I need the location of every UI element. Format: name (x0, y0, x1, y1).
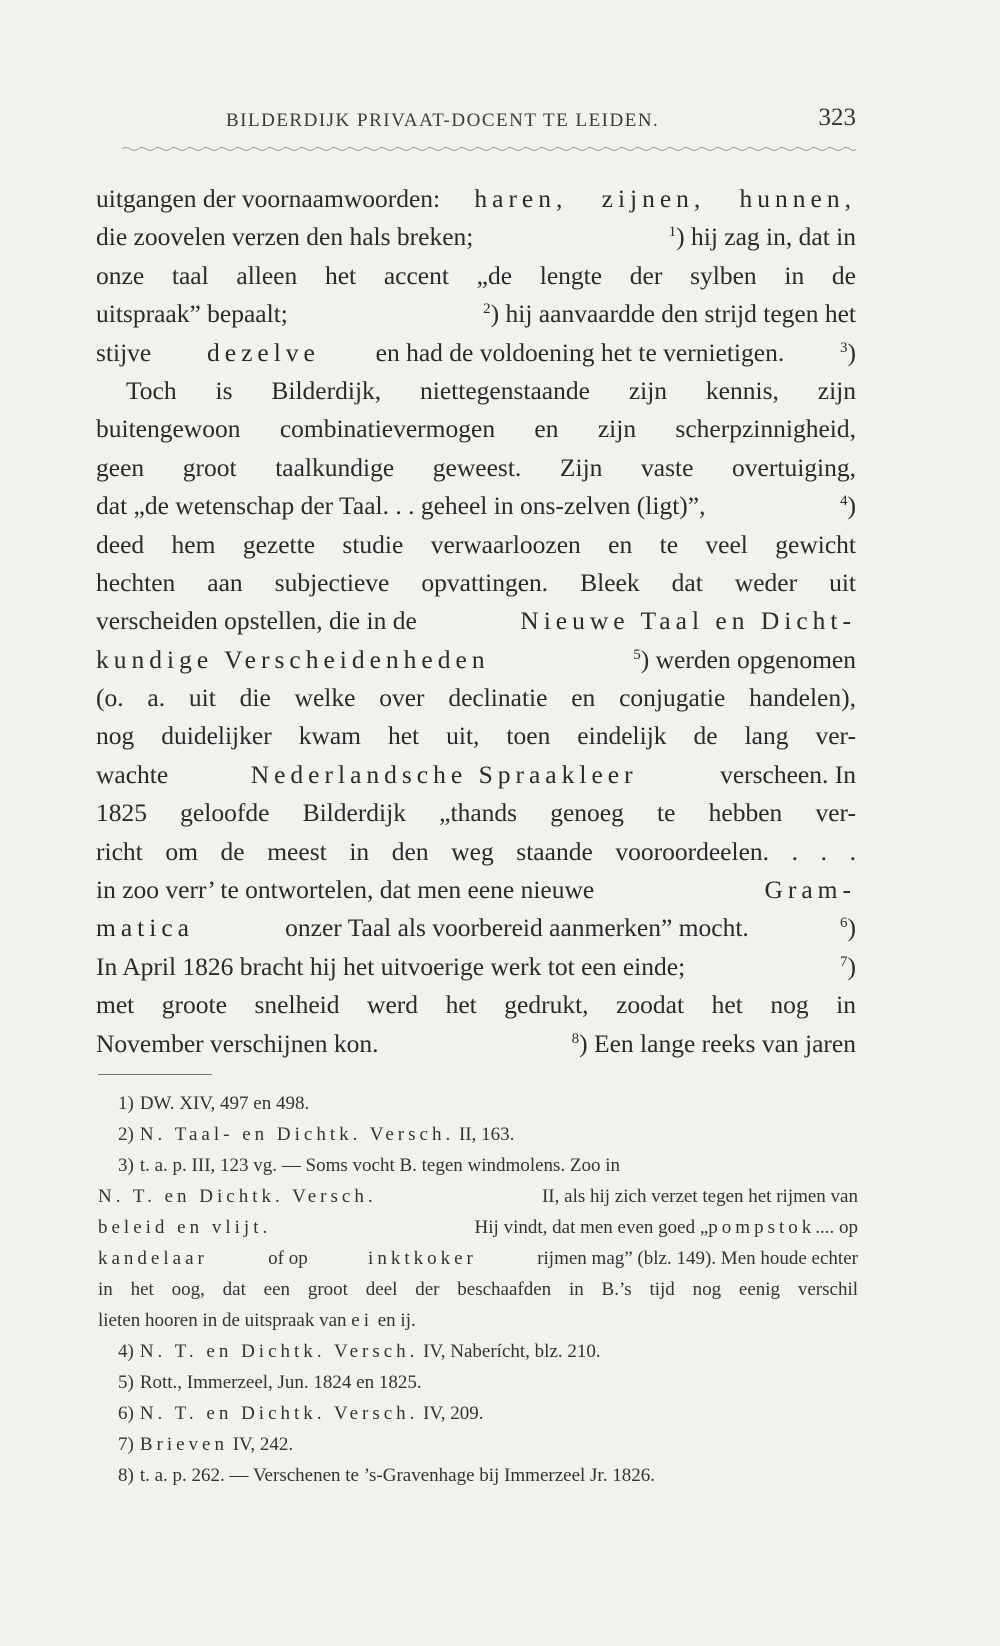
text-segment (840, 334, 856, 372)
text-segment: wachte (96, 759, 169, 789)
text-segment: dat „de wetenschap der Taal. . . geheel in ons-zelven (ligt)”, (96, 491, 706, 521)
text-segment: die zoovelen verzen den hals breken; (96, 222, 474, 252)
text-line (96, 794, 856, 832)
footnote-ref: 7 (840, 953, 848, 970)
spaced-text: N. Taal- en Dichtk. Versch. (139, 1124, 455, 1145)
spaced-text: zijnen, (601, 184, 706, 213)
footnote-text: II, 163. (458, 1124, 515, 1145)
footnote-4 (98, 1336, 858, 1367)
footnote-ref: 8 (571, 1030, 580, 1047)
footnote-text: IV, Naberícht, blz. 210. (423, 1341, 601, 1362)
spaced-text: beleid en vlijt. (98, 1217, 272, 1238)
text-line (96, 526, 856, 564)
text-line (96, 218, 856, 256)
text-line (96, 449, 856, 487)
footnote-3-line (98, 1212, 858, 1243)
footnote-text: t. a. p. III, 123 vg. — Soms vocht B. tegen windmolens. Zoo in (139, 1155, 621, 1176)
text-line (96, 334, 856, 372)
text-line (96, 871, 856, 909)
text-segment (633, 641, 856, 679)
text-segment: ) hij aanvaardde den strijd tegen het (490, 299, 856, 329)
footnote-8 (98, 1460, 858, 1491)
footnote-text: en (377, 1310, 396, 1331)
footnote-text: .... op (815, 1217, 858, 1238)
spaced-text: N. T. en Dichtk. Versch. (139, 1341, 419, 1362)
text-line (96, 602, 856, 640)
spaced-text: inktkoker (368, 1248, 477, 1269)
footnote-5 (98, 1367, 858, 1398)
text-segment: Toch is Bilderdijk, niettegenstaande zijn kennis, zijn (126, 375, 856, 405)
footnote-text: Rott., Immerzeel, Jun. 1824 en 1825. (139, 1372, 422, 1393)
text-segment: ) werden opgenomen (640, 644, 856, 674)
text-segment: 1825 geloofde Bilderdijk „thands genoeg te hebben ver- (96, 798, 856, 828)
text-segment (483, 295, 856, 333)
text-segment: verscheiden opstellen, die in de (96, 606, 417, 636)
text-segment: uitspraak” bepaalt; (96, 299, 288, 329)
text-line (96, 564, 856, 602)
spaced-text: Nieuwe Taal en Dicht- (520, 606, 856, 636)
text-line (96, 180, 856, 218)
text-segment: ) (847, 337, 856, 367)
footnote-marker: 8) (118, 1465, 134, 1486)
footnote-text: lieten hooren in de uitspraak van (98, 1310, 347, 1331)
text-segment: in zoo verr’ te ontwortelen, dat men eene nieuwe (96, 875, 595, 905)
footnote-2 (98, 1119, 858, 1150)
text-line (96, 372, 856, 410)
text-segment: ) (847, 913, 856, 943)
text-segment: In April 1826 bracht hij het uitvoerige werk tot een einde; (96, 951, 686, 981)
text-line (96, 257, 856, 295)
footnote-text: of op (268, 1248, 308, 1269)
footnote-3-line (98, 1305, 858, 1336)
spaced-text: kundige Verscheidenheden (96, 644, 490, 674)
spaced-text: N. T. en Dichtk. Versch. (139, 1403, 419, 1424)
text-segment: richt om de meest in den weg staande vooroordeelen. . . . (96, 836, 856, 866)
text-segment: nog duidelijker kwam het uit, toen eindelijk de lang ver- (96, 721, 856, 751)
footnotes (98, 1088, 858, 1491)
text-segment: ) Een lange reeks van jaren (579, 1028, 856, 1058)
footnote-text: DW. XIV, 497 en 498. (139, 1093, 310, 1114)
text-line (96, 410, 856, 448)
footnote-7 (98, 1429, 858, 1460)
footnote-ref: 1 (668, 224, 677, 241)
text-segment: uitgangen der voornaamwoorden: (96, 184, 441, 213)
body-text (96, 180, 856, 1063)
footnote-text: t. a. p. 262. — Verschenen te ’s-Gravenhage bij Immerzeel Jr. 1826. (139, 1465, 655, 1486)
text-segment (572, 1025, 856, 1063)
text-segment: stijve (96, 337, 152, 367)
spaced-text: N. T. en Dichtk. Versch. (98, 1186, 377, 1207)
footnote-marker: 2) (118, 1124, 134, 1145)
spaced-text: haren, (474, 184, 568, 213)
text-segment (840, 948, 856, 986)
wavy-ornament-rule (122, 146, 856, 152)
spaced-text: Nederlandsche Spraakleer (250, 759, 638, 789)
text-line (96, 679, 856, 717)
text-segment: (o. a. uit die welke over declinatie en conjugatie handelen), (96, 683, 856, 713)
text-segment: onzer Taal als voorbereid aanmerken” mocht. (285, 913, 749, 943)
spaced-text: pompstok (708, 1217, 816, 1238)
text-segment: geen groot taalkundige geweest. Zijn vaste overtuiging, (96, 452, 856, 482)
footnote-3 (98, 1150, 858, 1181)
footnote-text: ij. (400, 1310, 416, 1331)
footnote-text: IV, 209. (423, 1403, 484, 1424)
footnote-text (475, 1212, 858, 1243)
text-line (96, 909, 856, 947)
text-line (96, 295, 856, 333)
footnote-ref: 5 (633, 646, 641, 663)
footnote-marker: 1) (118, 1093, 134, 1114)
text-line (96, 756, 856, 794)
footnote-marker: 4) (118, 1341, 134, 1362)
footnote-marker: 6) (118, 1403, 134, 1424)
page-number: 323 (818, 104, 856, 131)
footnote-marker: 7) (118, 1434, 134, 1455)
footnote-text: IV, 242. (232, 1434, 294, 1455)
text-segment: onze taal alleen het accent „de lengte der sylben in de (96, 260, 856, 290)
text-segment: deed hem gezette studie verwaarloozen en te veel gewicht (96, 529, 856, 559)
footnote-6 (98, 1398, 858, 1429)
footnote-1 (98, 1088, 858, 1119)
text-segment (840, 909, 856, 947)
footnote-text: Hij vindt, dat men even goed „ (474, 1217, 709, 1238)
text-line (96, 986, 856, 1024)
footnote-ref: 2 (483, 301, 491, 318)
text-segment: hechten aan subjectieve opvattingen. Bleek dat weder uit (96, 567, 856, 597)
spaced-text: matica (96, 913, 194, 943)
spaced-text: Gram- (764, 875, 856, 905)
text-segment (669, 218, 856, 256)
text-segment: ) hij zag in, dat in (676, 222, 856, 252)
spaced-text: dezelve (207, 337, 320, 367)
footnote-marker: 3) (118, 1155, 134, 1176)
text-line (96, 948, 856, 986)
footnote-3-line (98, 1274, 858, 1305)
text-segment: verscheen. In (720, 759, 856, 789)
footnote-3-line (98, 1181, 858, 1212)
text-segment: ) (847, 491, 856, 521)
footnote-marker: 5) (118, 1372, 134, 1393)
text-segment (840, 487, 856, 525)
footnote-ref: 4 (840, 493, 848, 510)
footnote-3-line (98, 1243, 858, 1274)
spaced-text: ei (351, 1310, 373, 1331)
text-line (96, 641, 856, 679)
text-line (96, 833, 856, 871)
footnote-text: in het oog, dat een groot deel der beschaafden in B.’s tijd nog eenig verschil (98, 1279, 858, 1300)
text-segment: November verschijnen kon. (96, 1028, 379, 1058)
text-line (96, 717, 856, 755)
text-segment: buitengewoon combinatievermogen en zijn scherpzinnigheid, (96, 414, 856, 444)
footnote-text: rijmen mag” (blz. 149). Men houde echter (537, 1248, 858, 1269)
text-segment: ) (847, 951, 856, 981)
running-head: BILDERDIJK PRIVAAT-DOCENT TE LEIDEN. (226, 110, 660, 131)
footnote-ref: 6 (840, 915, 848, 932)
footnote-ref: 3 (839, 339, 848, 356)
page-header (96, 104, 856, 144)
footnote-text: II, als hij zich verzet tegen het rijmen van (541, 1186, 858, 1207)
text-line (96, 487, 856, 525)
spaced-text: Brieven (139, 1434, 228, 1455)
text-segment: en had de voldoening het te vernietigen. (375, 337, 785, 367)
spaced-text: hunnen, (739, 184, 856, 213)
spaced-text: kandelaar (98, 1248, 208, 1269)
footnote-separator (98, 1074, 212, 1075)
text-segment: met groote snelheid werd het gedrukt, zoodat het nog in (96, 990, 856, 1020)
text-line (96, 1025, 856, 1063)
